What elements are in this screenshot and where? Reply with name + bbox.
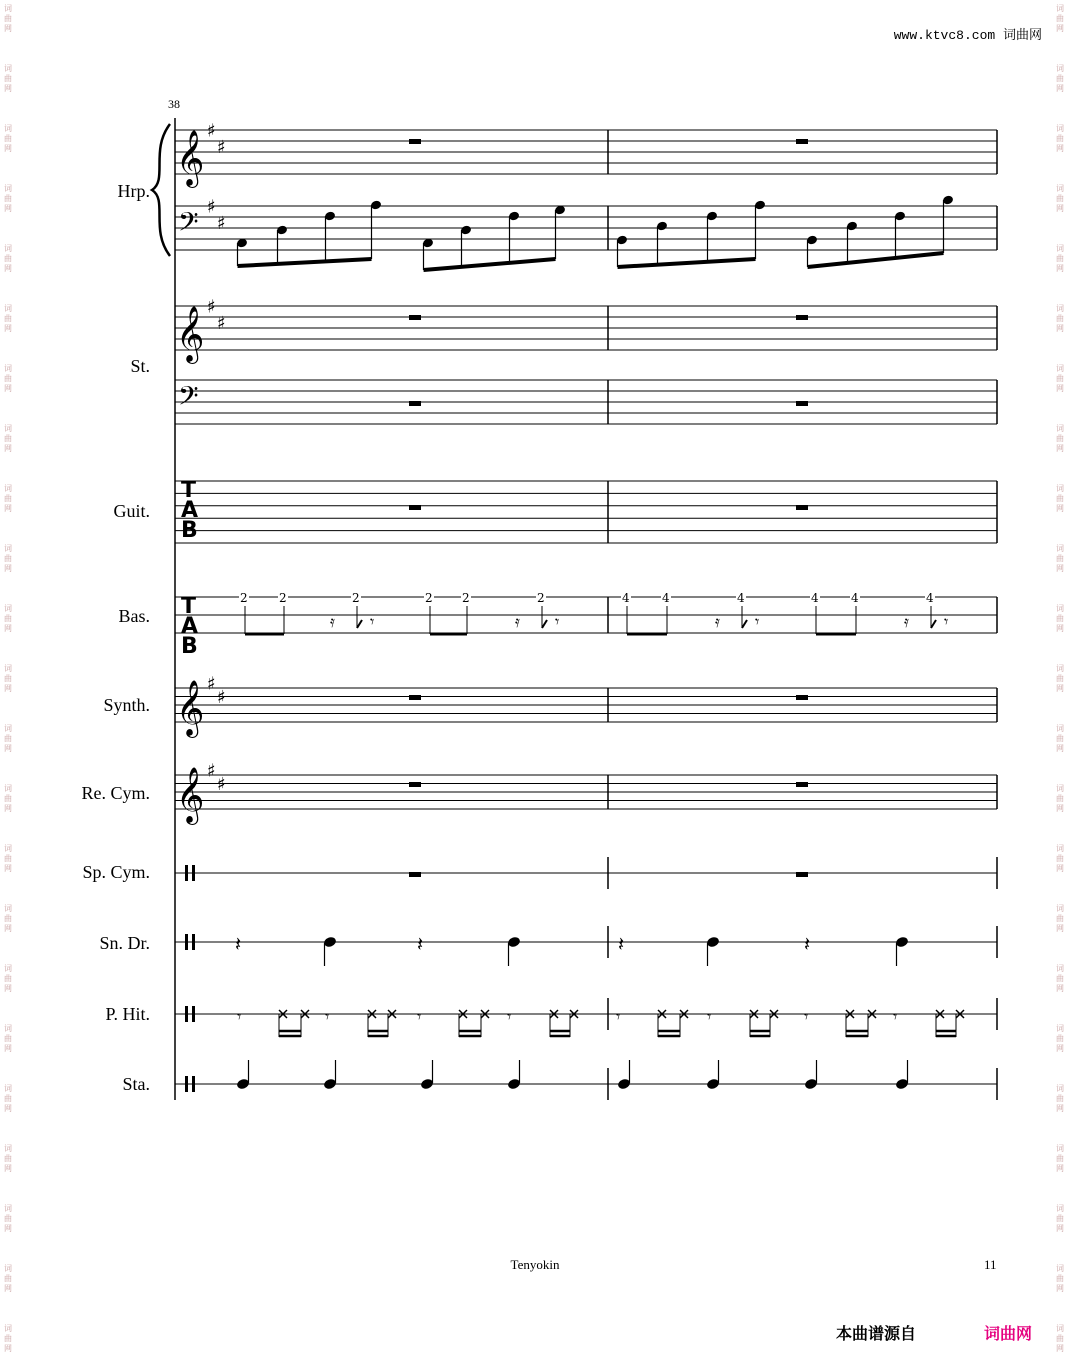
site-url[interactable]: www.ktvc8.com bbox=[893, 28, 996, 43]
instrument-label-synth: Synth. bbox=[103, 695, 150, 715]
key-signature-sharp: ♯ bbox=[217, 213, 226, 235]
tab-fret-number: 2 bbox=[279, 591, 287, 605]
tab-clef-letter: B bbox=[181, 634, 198, 659]
tab-fret-number: 4 bbox=[737, 591, 745, 605]
tab-clef-letter: T bbox=[181, 594, 197, 619]
key-signature-sharp: ♯ bbox=[207, 296, 216, 318]
instrument-label-strings: St. bbox=[130, 356, 150, 376]
note-flag bbox=[931, 620, 936, 628]
percussion-clef-icon bbox=[185, 934, 188, 950]
note-beam bbox=[424, 259, 556, 270]
site-name: 词曲网 bbox=[1002, 28, 1042, 43]
whole-rest bbox=[409, 505, 421, 510]
whole-rest bbox=[409, 695, 421, 700]
source-site-link[interactable]: 词曲网 bbox=[984, 1324, 1033, 1343]
instrument-label-reverse-cymbal: Re. Cym. bbox=[81, 783, 150, 803]
percussion-clef-icon bbox=[192, 1076, 195, 1092]
sixteenth-rest-icon: 𝄿 bbox=[330, 612, 335, 631]
whole-rest bbox=[409, 401, 421, 406]
whole-rest bbox=[409, 872, 421, 877]
eighth-rest-icon: 𝄾 bbox=[325, 1007, 330, 1026]
whole-rest bbox=[796, 695, 808, 700]
key-signature-sharp: ♯ bbox=[217, 773, 226, 795]
tab-fret-number: 4 bbox=[851, 591, 859, 605]
instrument-label-guitar: Guit. bbox=[113, 501, 150, 521]
tab-fret-number: 4 bbox=[622, 591, 630, 605]
tab-fret-number: 4 bbox=[662, 591, 670, 605]
instrument-label-splash-cymbal: Sp. Cym. bbox=[82, 862, 150, 882]
percussion-clef-icon bbox=[192, 865, 195, 881]
eighth-rest-icon: 𝄾 bbox=[370, 612, 375, 631]
whole-rest bbox=[409, 139, 421, 144]
key-signature-sharp: ♯ bbox=[217, 313, 226, 335]
eighth-rest-icon: 𝄾 bbox=[804, 1007, 809, 1026]
measure-number: 38 bbox=[168, 97, 180, 111]
eighth-rest-icon: 𝄾 bbox=[944, 612, 949, 631]
whole-rest bbox=[796, 139, 808, 144]
eighth-rest-icon: 𝄾 bbox=[616, 1007, 621, 1026]
whole-rest bbox=[409, 782, 421, 787]
percussion-clef-icon bbox=[192, 1006, 195, 1022]
instrument-label-harp: Hrp. bbox=[117, 181, 150, 201]
note-beam bbox=[238, 259, 372, 266]
instrument-label-snare-drum: Sn. Dr. bbox=[99, 933, 150, 953]
bass-clef-icon: 𝄢 bbox=[178, 206, 199, 244]
tab-clef-letter: B bbox=[181, 518, 198, 543]
tab-clef-letter: T bbox=[181, 478, 197, 503]
note-flag bbox=[357, 620, 362, 628]
instrument-label-bass: Bas. bbox=[118, 606, 150, 626]
note-flag bbox=[542, 620, 547, 628]
tab-fret-number: 2 bbox=[462, 591, 470, 605]
eighth-rest-icon: 𝄾 bbox=[417, 1007, 422, 1026]
sixteenth-rest-icon: 𝄿 bbox=[515, 612, 520, 631]
bass-clef-icon: 𝄢 bbox=[178, 380, 199, 418]
sixteenth-rest-icon: 𝄿 bbox=[904, 612, 909, 631]
whole-rest bbox=[796, 872, 808, 877]
treble-clef-icon: 𝄞 bbox=[176, 306, 205, 362]
whole-rest bbox=[409, 315, 421, 320]
treble-clef-icon: 𝄞 bbox=[176, 680, 205, 736]
tab-fret-number: 4 bbox=[926, 591, 934, 605]
tab-fret-number: 2 bbox=[537, 591, 545, 605]
eighth-rest-icon: 𝄾 bbox=[893, 1007, 898, 1026]
treble-clef-icon: 𝄞 bbox=[176, 767, 205, 823]
eighth-rest-icon: 𝄾 bbox=[555, 612, 560, 631]
key-signature-sharp: ♯ bbox=[207, 760, 216, 782]
quarter-rest-icon: 𝄽 bbox=[417, 932, 424, 956]
key-signature-sharp: ♯ bbox=[217, 686, 226, 708]
key-signature-sharp: ♯ bbox=[217, 137, 226, 159]
instrument-label-percussion-hit: P. Hit. bbox=[105, 1004, 150, 1024]
eighth-rest-icon: 𝄾 bbox=[755, 612, 760, 631]
percussion-clef-icon bbox=[192, 934, 195, 950]
eighth-rest-icon: 𝄾 bbox=[507, 1007, 512, 1026]
composer-credit: Tenyokin bbox=[510, 1257, 560, 1272]
note-flag bbox=[742, 620, 747, 628]
tab-fret-number: 4 bbox=[811, 591, 819, 605]
instrument-label-sta: Sta. bbox=[122, 1074, 150, 1094]
tab-clef-letter: A bbox=[181, 614, 199, 639]
source-label: 本曲谱源自 bbox=[836, 1324, 917, 1343]
grand-staff-brace-icon bbox=[152, 124, 170, 256]
tab-clef-letter: A bbox=[181, 498, 199, 523]
sixteenth-rest-icon: 𝄿 bbox=[715, 612, 720, 631]
treble-clef-icon: 𝄞 bbox=[176, 130, 205, 186]
percussion-clef-icon bbox=[185, 1006, 188, 1022]
quarter-rest-icon: 𝄽 bbox=[804, 932, 811, 956]
note-beam bbox=[618, 259, 756, 267]
key-signature-sharp: ♯ bbox=[207, 673, 216, 695]
whole-rest bbox=[796, 782, 808, 787]
eighth-rest-icon: 𝄾 bbox=[707, 1007, 712, 1026]
tab-fret-number: 2 bbox=[425, 591, 433, 605]
percussion-clef-icon bbox=[185, 865, 188, 881]
key-signature-sharp: ♯ bbox=[207, 120, 216, 142]
tab-fret-number: 2 bbox=[240, 591, 248, 605]
quarter-rest-icon: 𝄽 bbox=[618, 932, 625, 956]
key-signature-sharp: ♯ bbox=[207, 196, 216, 218]
percussion-clef-icon bbox=[185, 1076, 188, 1092]
eighth-rest-icon: 𝄾 bbox=[237, 1007, 242, 1026]
quarter-rest-icon: 𝄽 bbox=[235, 932, 242, 956]
note-beam bbox=[808, 253, 944, 267]
whole-rest bbox=[796, 315, 808, 320]
whole-rest bbox=[796, 401, 808, 406]
tab-fret-number: 2 bbox=[352, 591, 360, 605]
page-number: 11 bbox=[984, 1257, 997, 1272]
whole-rest bbox=[796, 505, 808, 510]
